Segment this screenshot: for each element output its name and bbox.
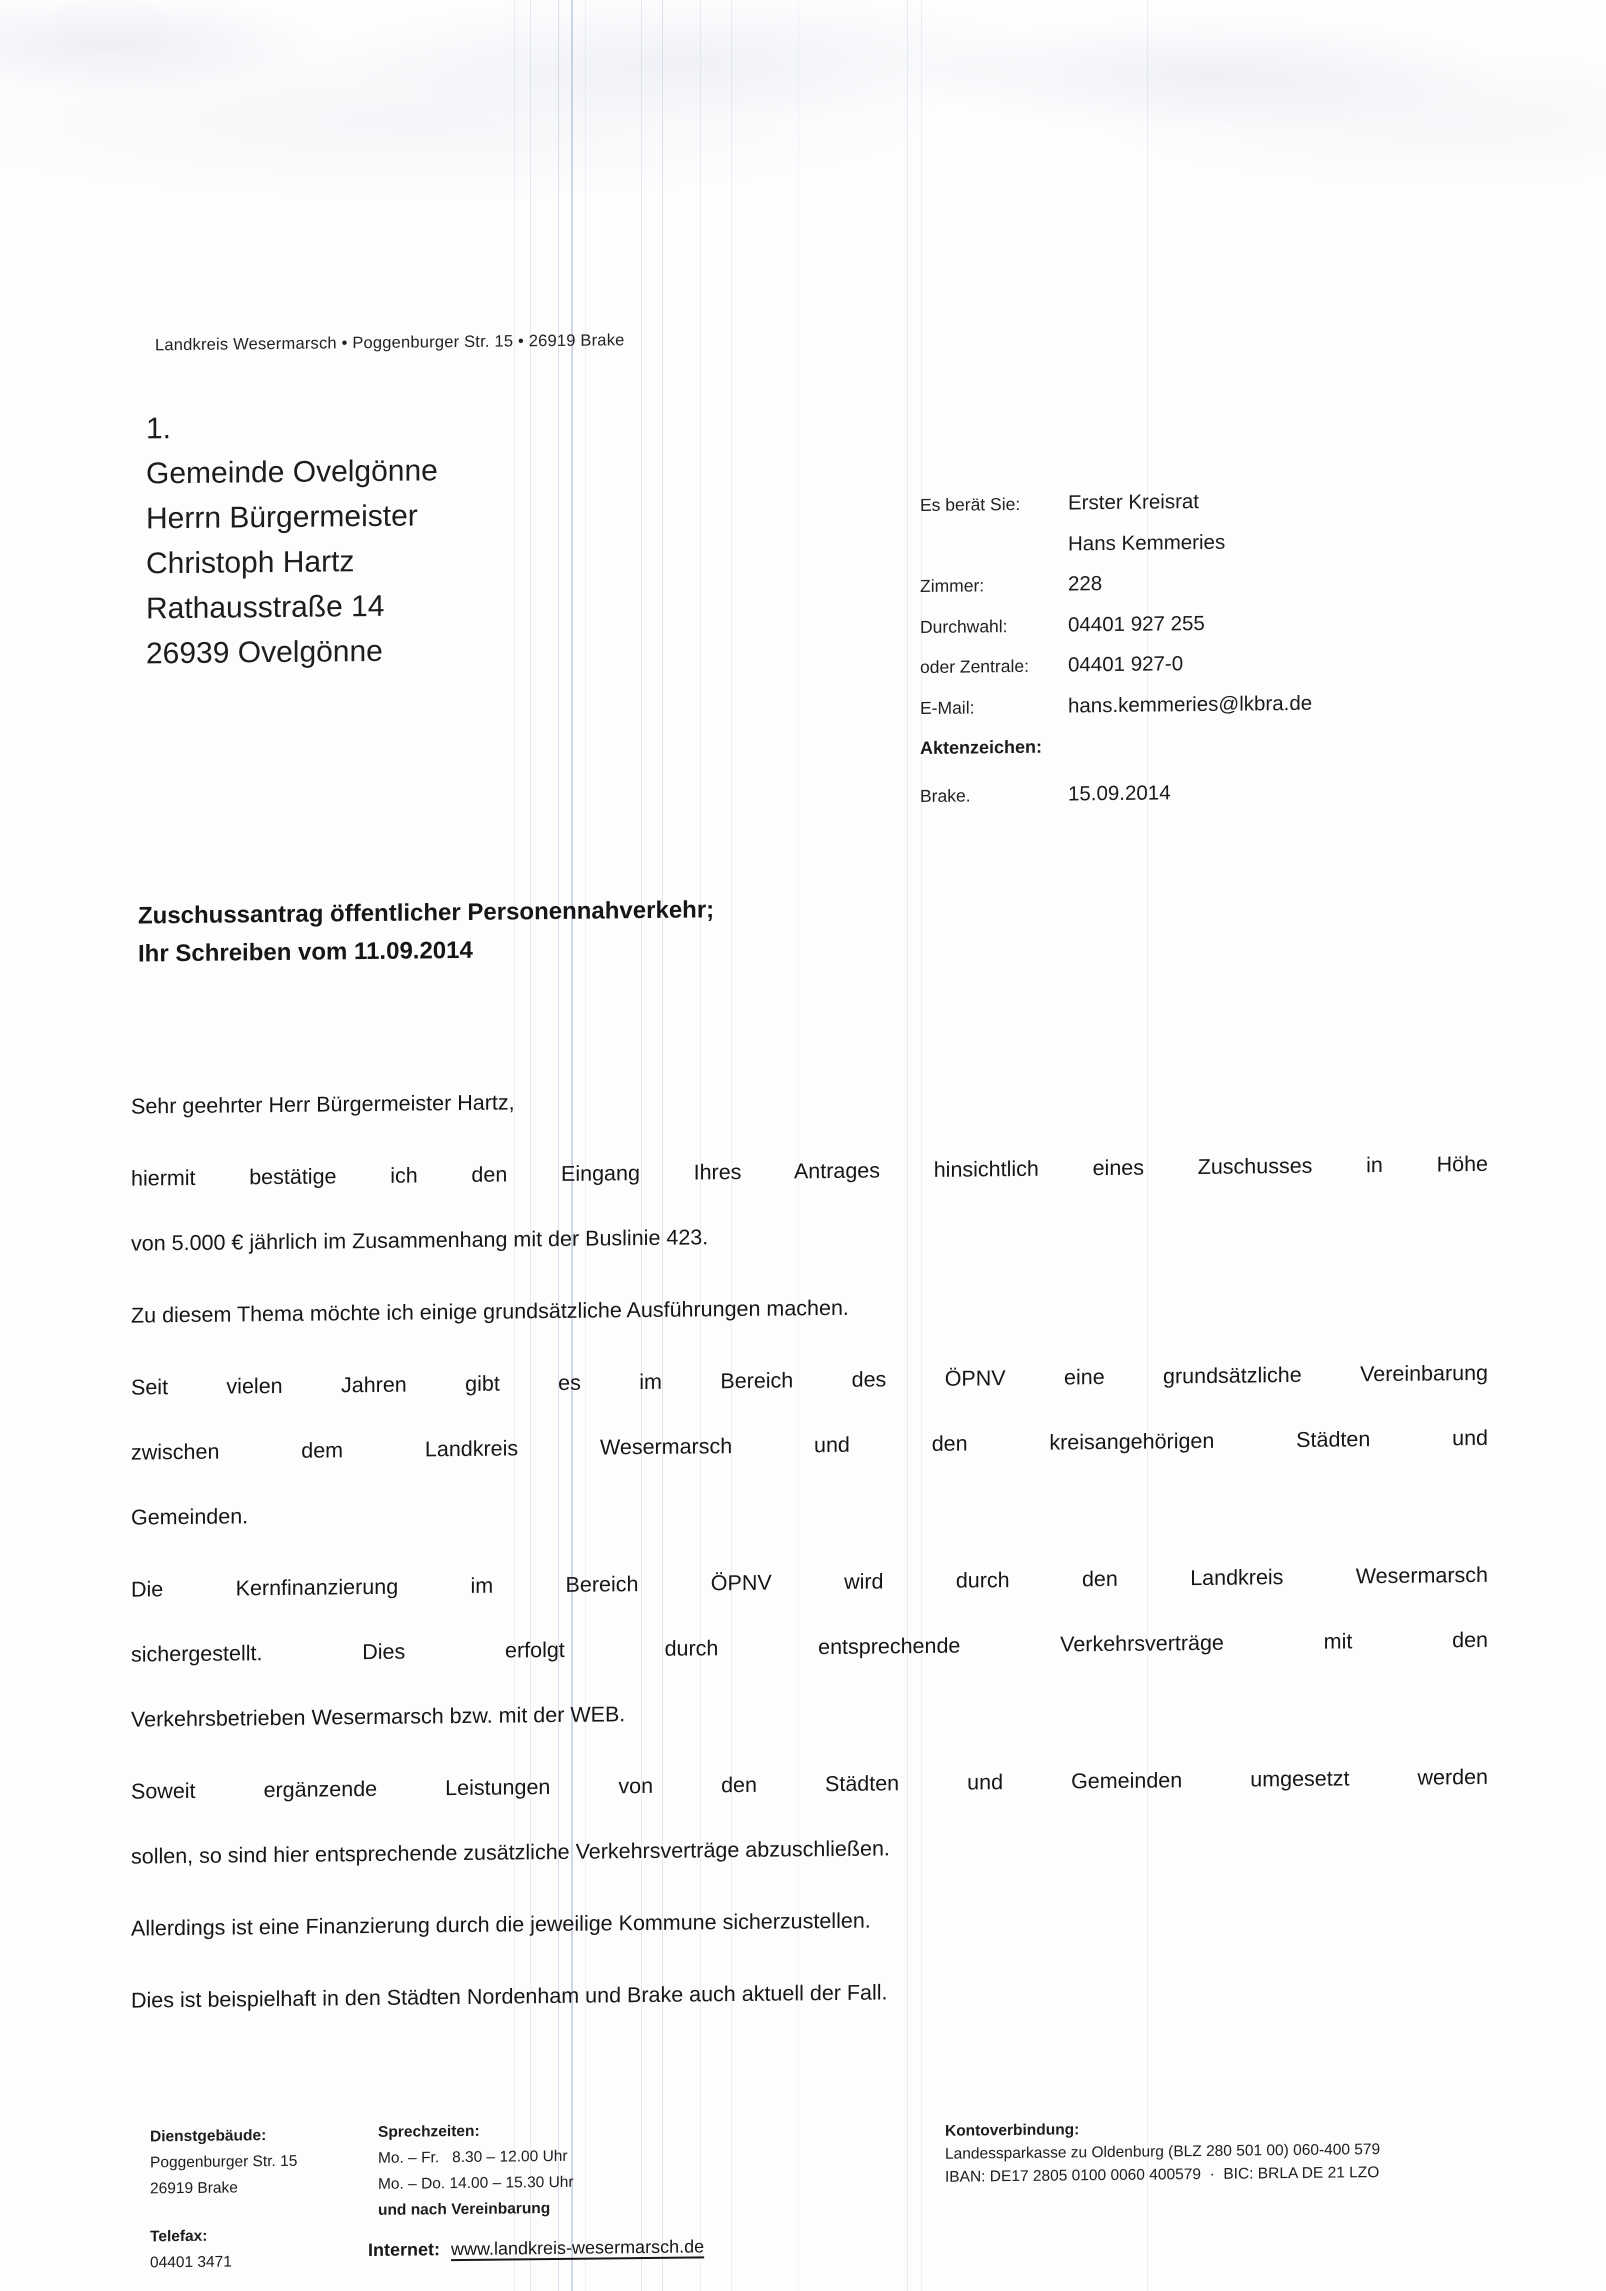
letter-date: 15.09.2014 — [1068, 781, 1171, 806]
fax-label: Telefax: — [150, 2227, 208, 2246]
contact-value: Erster Kreisrat — [1068, 490, 1199, 515]
body-line: von 5.000 € jährlich im Zusammenhang mit der Buslinie 423. — [131, 1225, 709, 1256]
paragraph — [131, 1954, 1488, 2034]
recipient-number: 1. — [146, 412, 172, 446]
contact-row — [920, 529, 1480, 556]
footer-bank-block — [945, 2115, 1380, 2189]
recipient-line: Christoph Hartz — [146, 545, 355, 581]
body-line: Soweit ergänzende Leistungen von den Städten und Gemeinden umgesetzt werden — [131, 1764, 1488, 1804]
bank-line: IBAN: DE17 2805 0100 0060 400579 · BIC: BRLA DE 21 LZO — [945, 2164, 1380, 2186]
body-line: Verkehrsbetrieben Wesermarsch bzw. mit der WEB. — [131, 1702, 626, 1732]
building-city: 26919 Brake — [150, 2179, 238, 2198]
paragraph — [131, 1745, 1488, 1890]
contact-row — [920, 691, 1480, 718]
footer-internet-line — [368, 2236, 704, 2261]
contact-value: 04401 927 255 — [1068, 611, 1205, 636]
footer-building-block — [150, 2123, 297, 2277]
contact-row — [920, 610, 1480, 637]
contact-info-block — [920, 489, 1480, 827]
place-label: Brake. — [920, 785, 971, 807]
paragraph — [131, 1269, 1488, 1349]
fax-number: 04401 3471 — [150, 2253, 232, 2272]
recipient-line: Herrn Bürgermeister — [146, 499, 418, 536]
paragraph — [131, 1882, 1488, 1962]
letter-body — [131, 1060, 1488, 2041]
recipient-address-block — [146, 403, 438, 676]
contact-label: Durchwahl: — [920, 615, 1008, 637]
hours-note: und nach Vereinbarung — [378, 2200, 551, 2219]
hours-line: Mo. – Do. 14.00 – 15.30 Uhr — [378, 2173, 574, 2193]
contact-label: Es berät Sie: — [920, 493, 1021, 516]
contact-label: Zimmer: — [920, 575, 985, 597]
recipient-line: Gemeinde Ovelgönne — [146, 454, 438, 491]
body-line: Seit vielen Jahren gibt es im Bereich des ÖPNV eine grundsätzliche Vereinbarung — [131, 1360, 1488, 1400]
contact-label: oder Zentrale: — [920, 655, 1029, 678]
paragraph — [131, 1341, 1488, 1551]
paragraph — [131, 1132, 1488, 1277]
bank-line: Landessparkasse zu Oldenburg (BLZ 280 501 00) 060-400 579 — [945, 2141, 1381, 2163]
contact-row — [920, 570, 1480, 597]
contact-label: E-Mail: — [920, 696, 975, 718]
hours-line: Mo. – Fr. 8.30 – 12.00 Uhr — [378, 2147, 568, 2167]
footer-hours-block — [378, 2118, 574, 2224]
subject-block — [138, 891, 714, 973]
internet-label: Internet: — [368, 2239, 440, 2261]
contact-label — [920, 550, 1068, 552]
website-link[interactable]: www.landkreis-wesermarsch.de — [451, 2236, 705, 2260]
paragraph — [131, 1543, 1488, 1753]
body-line: Zu diesem Thema möchte ich einige grundsätzliche Ausführungen machen. — [131, 1295, 849, 1328]
subject-line: Zuschussantrag öffentlicher Personennahverkehr; — [138, 896, 715, 930]
body-line: sichergestellt. Dies erfolgt durch entsprechende Verkehrsverträge mit den — [131, 1627, 1488, 1667]
sender-return-address: Landkreis Wesermarsch • Poggenburger Str. 15 • 26919 Brake — [155, 331, 625, 355]
body-line: Gemeinden. — [131, 1504, 249, 1530]
body-line: Allerdings ist eine Finanzierung durch die jeweilige Kommune sicherzustellen. — [131, 1908, 871, 1941]
body-line: sollen, so sind hier entsprechende zusätzliche Verkehrsverträge abzuschließen. — [131, 1836, 890, 1869]
contact-value: hans.kemmeries@lkbra.de — [1068, 691, 1313, 717]
subject-line: Ihr Schreiben vom 11.09.2014 — [138, 936, 473, 968]
building-street: Poggenburger Str. 15 — [150, 2152, 298, 2172]
body-line: Dies ist beispielhaft in den Städten Nordenham und Brake auch aktuell der Fall. — [131, 1980, 888, 2013]
body-line: zwischen dem Landkreis Wesermarsch und den kreisangehörigen Städten und — [131, 1425, 1488, 1465]
contact-row — [920, 651, 1480, 678]
body-line: Die Kernfinanzierung im Bereich ÖPNV wird durch den Landkreis Wesermarsch — [131, 1562, 1488, 1602]
salutation: Sehr geehrter Herr Bürgermeister Hartz, — [131, 1090, 515, 1119]
contact-value: 04401 927-0 — [1068, 652, 1184, 677]
recipient-line: 26939 Ovelgönne — [146, 634, 383, 671]
contact-value: Hans Kemmeries — [1068, 530, 1226, 555]
file-reference-label: Aktenzeichen: — [920, 736, 1043, 759]
body-line: hiermit bestätige ich den Eingang Ihres Antrages hinsichtlich eines Zuschusses in Höhe — [131, 1151, 1488, 1191]
hours-label: Sprechzeiten: — [378, 2122, 480, 2141]
contact-row — [920, 489, 1480, 516]
recipient-line: Rathausstraße 14 — [146, 589, 385, 626]
bank-label: Kontoverbindung: — [945, 2121, 1080, 2140]
place-date-row — [920, 780, 1480, 807]
building-label: Dienstgebäude: — [150, 2127, 267, 2146]
contact-value: 228 — [1068, 572, 1103, 596]
